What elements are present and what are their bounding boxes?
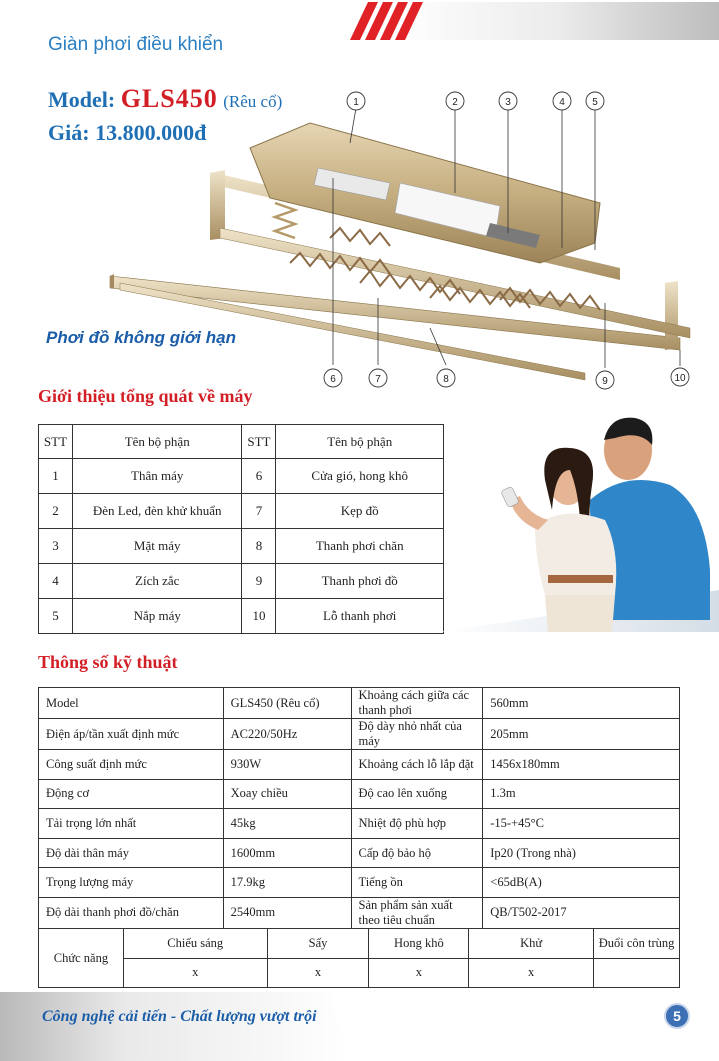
table-row	[39, 838, 680, 868]
spec-key: Tiếng ồn	[351, 868, 483, 898]
function-name: Hong khô	[369, 928, 469, 958]
part-name: Đèn Led, đèn khử khuẩn	[72, 494, 242, 529]
table-row	[39, 750, 680, 780]
part-number: 9	[242, 564, 276, 599]
part-name: Lỗ thanh phơi	[276, 599, 444, 634]
table-row	[39, 897, 680, 928]
table-row	[39, 809, 680, 839]
function-label: Chức năng	[39, 928, 124, 987]
spec-key: Động cơ	[39, 779, 224, 809]
spec-value: 2540mm	[223, 897, 351, 928]
product-slogan: Phơi đồ không giới hạn	[46, 328, 236, 347]
price-label: Giá:	[48, 120, 90, 145]
part-name: Thanh phơi đồ	[276, 564, 444, 599]
spec-value: QB/T502-2017	[483, 897, 680, 928]
callout-10: 10	[674, 373, 686, 384]
part-number: 7	[242, 494, 276, 529]
part-name: Thanh phơi chăn	[276, 529, 444, 564]
callout-6: 6	[330, 374, 336, 385]
callout-3: 3	[505, 97, 511, 108]
table-row	[39, 958, 680, 988]
part-name: Cửa gió, hong khô	[276, 459, 444, 494]
spec-value: -15-+45°C	[483, 809, 680, 839]
spec-key: Khoảng cách giữa các thanh phơi	[351, 688, 483, 719]
part-name: Zích zắc	[72, 564, 242, 599]
col-part-name: Tên bộ phận	[72, 425, 242, 459]
callout-9: 9	[602, 376, 608, 387]
table-row	[39, 564, 444, 599]
table-row	[39, 494, 444, 529]
price-value: 13.800.000đ	[95, 120, 207, 145]
part-number: 2	[39, 494, 73, 529]
table-row	[39, 459, 444, 494]
part-number: 6	[242, 459, 276, 494]
spec-value: GLS450 (Rêu cổ)	[223, 688, 351, 719]
parts-table	[38, 424, 444, 634]
table-row	[39, 529, 444, 564]
spec-value: 45kg	[223, 809, 351, 839]
model-label: Model:	[48, 87, 116, 112]
table-row	[39, 719, 680, 750]
function-name: Khử	[469, 928, 594, 958]
part-name: Nắp máy	[72, 599, 242, 634]
function-mark	[594, 958, 680, 988]
part-number: 10	[242, 599, 276, 634]
spec-value: 1600mm	[223, 838, 351, 868]
model-variant: (Rêu cổ)	[223, 92, 283, 111]
spec-value: 1456x180mm	[483, 750, 680, 780]
spec-key: Sản phẩm sản xuất theo tiêu chuẩn	[351, 897, 483, 928]
specs-section-title: Thông số kỹ thuật	[38, 652, 178, 672]
col-stt: STT	[242, 425, 276, 459]
spec-value: 560mm	[483, 688, 680, 719]
part-number: 8	[242, 529, 276, 564]
part-number: 5	[39, 599, 73, 634]
page-number: 5	[664, 1003, 690, 1029]
spec-value: <65dB(A)	[483, 868, 680, 898]
spec-key: Công suất định mức	[39, 750, 224, 780]
spec-key: Độ cao lên xuống	[351, 779, 483, 809]
spec-key: Độ dày nhỏ nhất của máy	[351, 719, 483, 750]
callout-5: 5	[592, 97, 598, 108]
function-mark: x	[469, 958, 594, 988]
function-name: Chiếu sáng	[123, 928, 267, 958]
spec-key: Trọng lượng máy	[39, 868, 224, 898]
callout-2: 2	[452, 97, 458, 108]
spec-value: 930W	[223, 750, 351, 780]
spec-key: Độ dài thanh phơi đồ/chăn	[39, 897, 224, 928]
spec-key: Khoảng cách lỗ lắp đặt	[351, 750, 483, 780]
intro-section-title: Giới thiệu tổng quát về máy	[38, 386, 253, 406]
callout-1: 1	[353, 97, 359, 108]
spec-value: AC220/50Hz	[223, 719, 351, 750]
parts-table-header	[39, 425, 444, 459]
spec-key: Điện áp/tần xuất định mức	[39, 719, 224, 750]
table-row	[39, 599, 444, 634]
spec-value: 1.3m	[483, 779, 680, 809]
spec-value: Ip20 (Trong nhà)	[483, 838, 680, 868]
footer-slogan: Công nghệ cải tiến - Chất lượng vượt trội	[42, 1008, 317, 1025]
part-name: Thân máy	[72, 459, 242, 494]
part-name: Kẹp đồ	[276, 494, 444, 529]
function-mark: x	[267, 958, 369, 988]
spec-key: Cấp độ bảo hộ	[351, 838, 483, 868]
part-number: 4	[39, 564, 73, 599]
couple-photo	[440, 410, 719, 632]
table-row	[39, 779, 680, 809]
spec-key: Model	[39, 688, 224, 719]
callout-7: 7	[375, 374, 381, 385]
col-stt: STT	[39, 425, 73, 459]
function-name: Đuổi côn trùng	[594, 928, 680, 958]
function-mark: x	[123, 958, 267, 988]
part-name: Mặt máy	[72, 529, 242, 564]
table-row	[39, 868, 680, 898]
function-name: Sấy	[267, 928, 369, 958]
table-row	[39, 928, 680, 958]
model-code: GLS450	[120, 84, 218, 113]
spec-key: Độ dài thân máy	[39, 838, 224, 868]
page-title: Giàn phơi điều khiển	[48, 34, 224, 55]
spec-key: Tải trọng lớn nhất	[39, 809, 224, 839]
spec-key: Nhiệt độ phù hợp	[351, 809, 483, 839]
specs-table	[38, 687, 680, 988]
spec-value: Xoay chiều	[223, 779, 351, 809]
col-part-name: Tên bộ phận	[276, 425, 444, 459]
callout-8: 8	[443, 374, 449, 385]
part-number: 3	[39, 529, 73, 564]
spec-value: 205mm	[483, 719, 680, 750]
callout-4: 4	[559, 97, 565, 108]
spec-value: 17.9kg	[223, 868, 351, 898]
part-number: 1	[39, 459, 73, 494]
table-row	[39, 688, 680, 719]
function-mark: x	[369, 958, 469, 988]
